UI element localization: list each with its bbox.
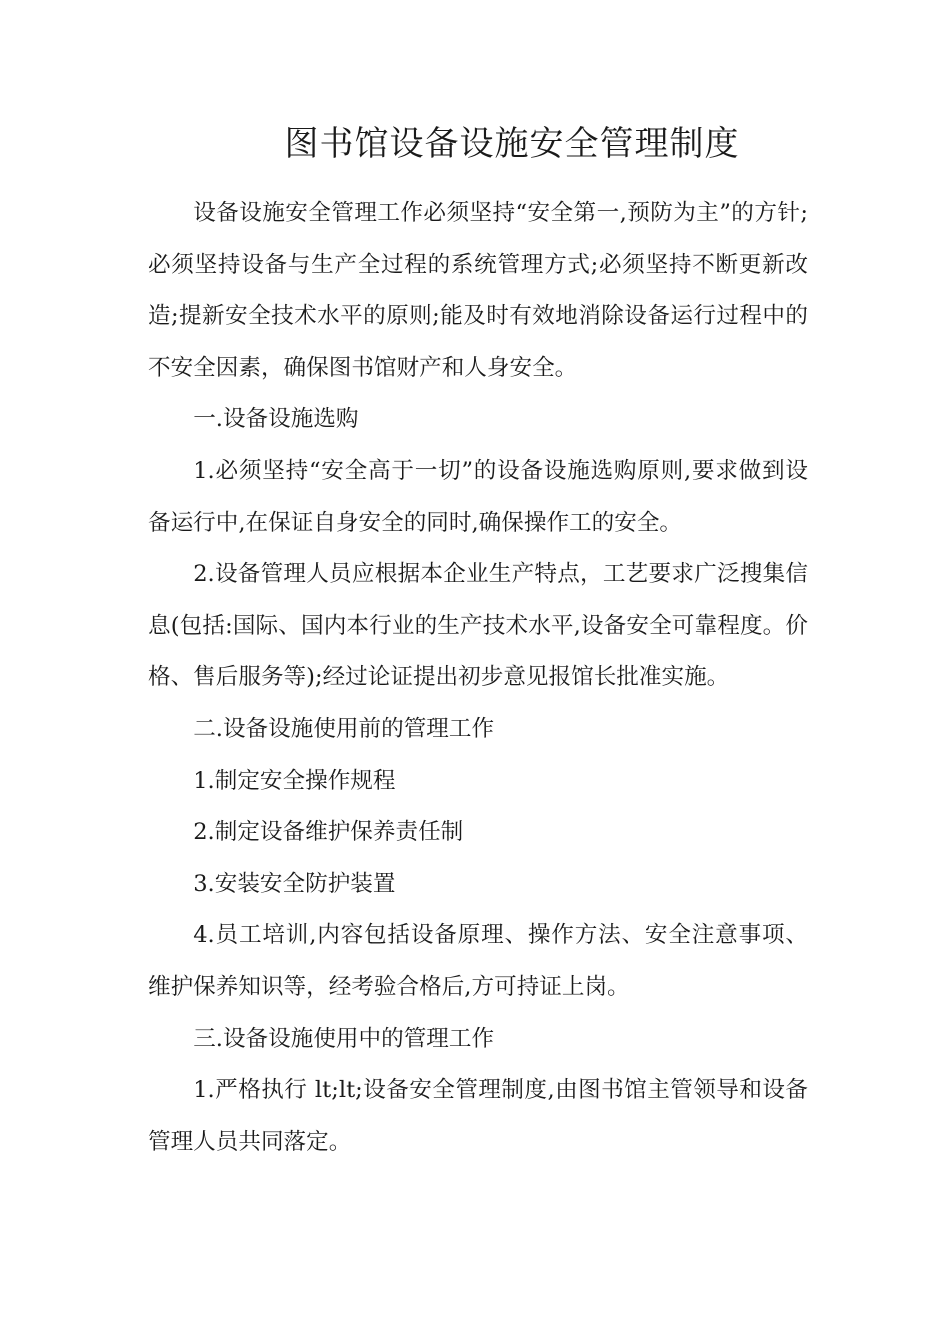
document-body <box>148 188 808 1168</box>
section-1-item-2: 2.设备管理人员应根据本企业生产特点，工艺要求广泛搜集信息(包括:国际、国内本行业的生产技术水平,设备安全可靠程度。价格、售后服务等);经过论证提出初步意见报馆长批准实施。 <box>148 561 808 691</box>
section-1-item-1: 1.必须坚持“安全高于一切”的设备设施选购原则,要求做到设备运行中,在保证自身安全的同时,确保操作工的安全。 <box>148 457 808 536</box>
section-3-item-1: 1.严格执行 lt;lt;设备安全管理制度,由图书馆主管领导和设备管理人员共同落定。 <box>148 1077 808 1155</box>
section-2-item-2: 2.制定设备维护保养责任制 <box>193 819 464 846</box>
section-heading-3: 三.设备设施使用中的管理工作 <box>193 1025 495 1052</box>
section-2-item-4: 4.员工培训,内容包括设备原理、操作方法、安全注意事项、维护保养知识等，经考验合格后,方可持证上岗。 <box>148 922 808 1000</box>
section-heading-2: 二.设备设施使用前的管理工作 <box>193 715 495 742</box>
section-2-item-1: 1.制定安全操作规程 <box>193 767 396 794</box>
intro-paragraph: 设备设施安全管理工作必须坚持“安全第一,预防为主”的方针;必须坚持设备与生产全过程的系统管理方式;必须坚持不断更新改造;提新安全技术水平的原则;能及时有效地消除设备运行过程中的不安全因素，确保图书馆财产和人身安全。 <box>148 200 808 381</box>
section-heading-1: 一.设备设施选购 <box>193 406 359 433</box>
section-2-item-3: 3.安装安全防护装置 <box>193 870 396 897</box>
document-title: 图书馆设备设施安全管理制度 <box>284 124 740 164</box>
